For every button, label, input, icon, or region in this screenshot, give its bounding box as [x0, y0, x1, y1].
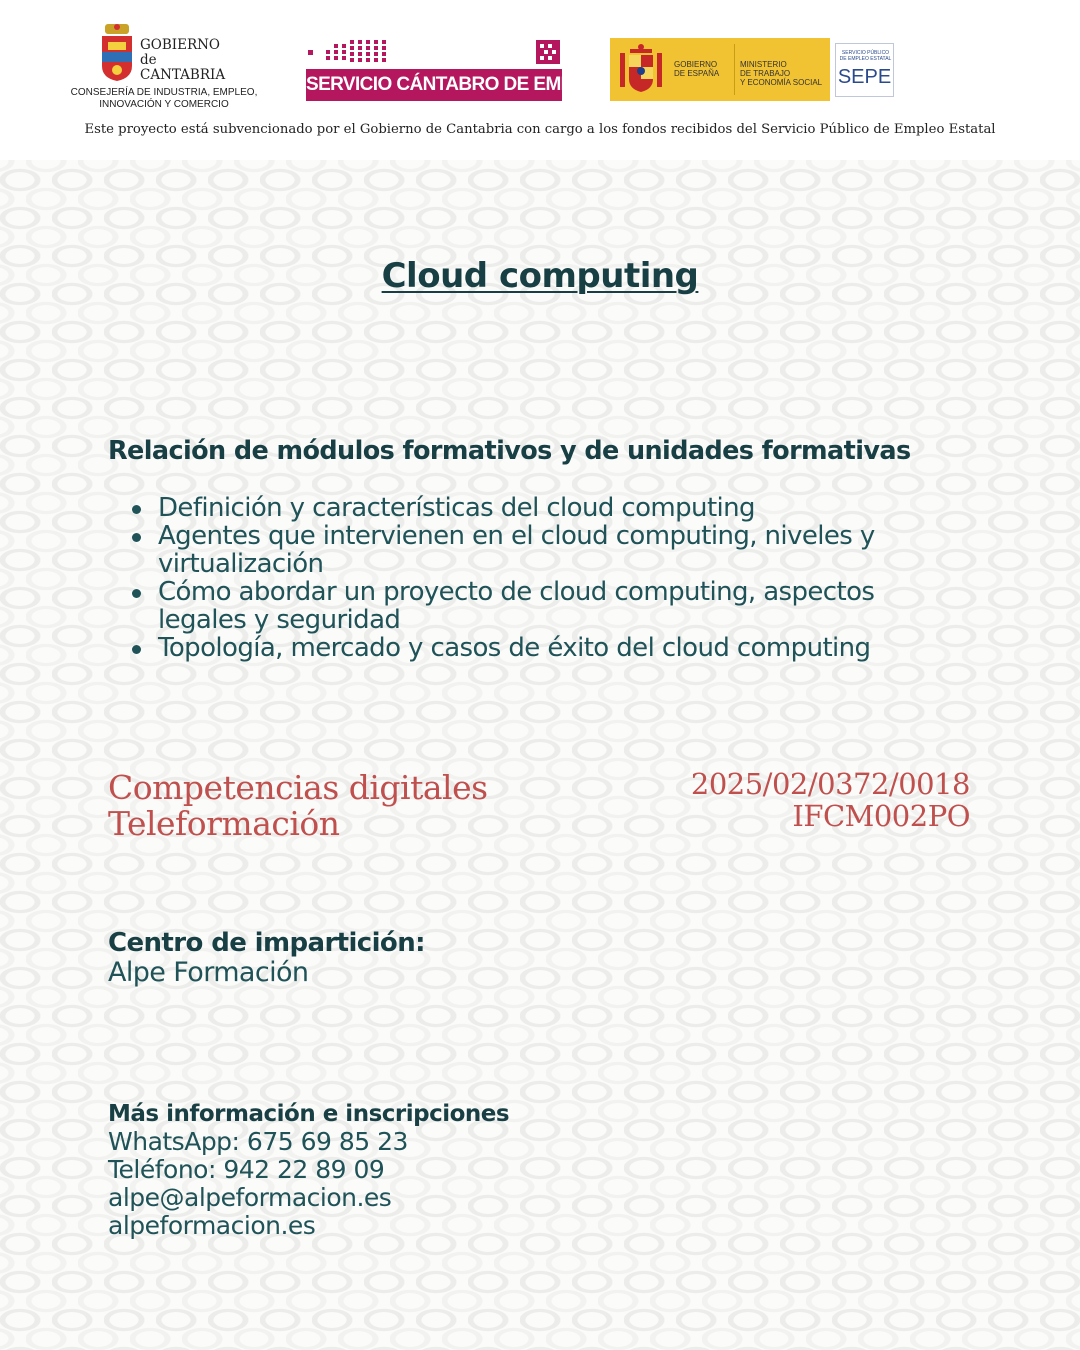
- gobierno-cantabria-text: [140, 38, 225, 83]
- bullet-icon: [132, 589, 141, 598]
- phone-line: Teléfono: 942 22 89 09: [108, 1155, 385, 1184]
- sepe-small2: DE EMPLEO ESTATAL: [839, 56, 892, 62]
- gc-line1: GOBIERNO: [140, 37, 221, 53]
- consejeria-text: [68, 87, 260, 111]
- course-code: IFCM002PO: [792, 799, 970, 833]
- sepe-small1: SERVICIO PÚBLICO: [841, 50, 890, 56]
- gobierno-cantabria-logo: [68, 20, 258, 112]
- module-text: Cómo abordar un proyecto de cloud computing, aspectos legales y seguridad: [158, 577, 875, 635]
- ministerio-text: [740, 60, 822, 87]
- module-text: Topología, mercado y casos de éxito del cloud computing: [158, 633, 871, 663]
- competencias-line1: Competencias digitales: [108, 768, 488, 807]
- email-link[interactable]: alpe@alpeformacion.es: [108, 1183, 392, 1212]
- info-heading: Más información e inscripciones: [108, 1101, 510, 1127]
- list-item: [158, 494, 938, 522]
- course-codes: [691, 768, 970, 832]
- list-item: [158, 578, 938, 634]
- gc-sub1: CONSEJERÍA DE INDUSTRIA, EMPLEO,: [70, 87, 258, 98]
- ge-t2a: MINISTERIO: [740, 60, 787, 69]
- competencias-line2: Teleformación: [108, 804, 340, 843]
- sepe-logo: [835, 43, 894, 97]
- gc-sub2: INNOVACIÓN Y COMERCIO: [99, 99, 229, 110]
- modules-list: [158, 494, 938, 662]
- spain-coat-of-arms-icon: [618, 43, 664, 96]
- expediente-code: 2025/02/0372/0018: [690, 767, 970, 801]
- ge-t2b: DE TRABAJO: [740, 69, 791, 78]
- emcan-logo: [306, 40, 611, 102]
- gc-line3: CANTABRIA: [140, 67, 226, 83]
- gobierno-espana-logo: [610, 38, 830, 101]
- list-item: [158, 522, 938, 578]
- module-text: Agentes que intervienen en el cloud computing, niveles y virtualización: [158, 521, 875, 579]
- whatsapp-line: WhatsApp: 675 69 85 23: [108, 1127, 408, 1156]
- subsidy-note: Este proyecto está subvencionado por el Gobierno de Cantabria con cargo a los fondos recibidos del Servicio Público de Empleo Estatal: [84, 122, 996, 137]
- cantabria-shield-icon: [100, 24, 134, 82]
- ge-t2c: Y ECONOMÍA SOCIAL: [740, 78, 823, 87]
- page-title: Cloud computing: [381, 256, 699, 296]
- ge-t1b: DE ESPAÑA: [674, 69, 720, 78]
- modules-heading: Relación de módulos formativos y de unidades formativas: [108, 436, 911, 466]
- centro-heading: Centro de impartición:: [108, 928, 425, 958]
- ge-t1a: GOBIERNO: [674, 60, 718, 69]
- bullet-icon: [132, 645, 141, 654]
- ge-divider: [734, 44, 735, 95]
- sepe-small-text: [839, 50, 892, 62]
- header-logos: [0, 0, 1080, 160]
- centro-value: Alpe Formación: [108, 957, 309, 988]
- sepe-big-text: SEPE: [837, 66, 892, 88]
- bullet-icon: [132, 505, 141, 514]
- website-link[interactable]: alpeformacion.es: [108, 1211, 316, 1240]
- module-text: Definición y características del cloud computing: [158, 493, 755, 523]
- emcan-bar-text: SERVICIO CÁNTABRO DE EMPLEO: [306, 69, 562, 101]
- bullet-icon: [132, 533, 141, 542]
- list-item: [158, 634, 938, 662]
- competencias-block: [108, 770, 488, 842]
- emcan-dots-icon: [306, 40, 562, 66]
- contact-info: [108, 1128, 408, 1240]
- gc-line2: de: [140, 52, 157, 68]
- gobierno-espana-text: [674, 60, 719, 78]
